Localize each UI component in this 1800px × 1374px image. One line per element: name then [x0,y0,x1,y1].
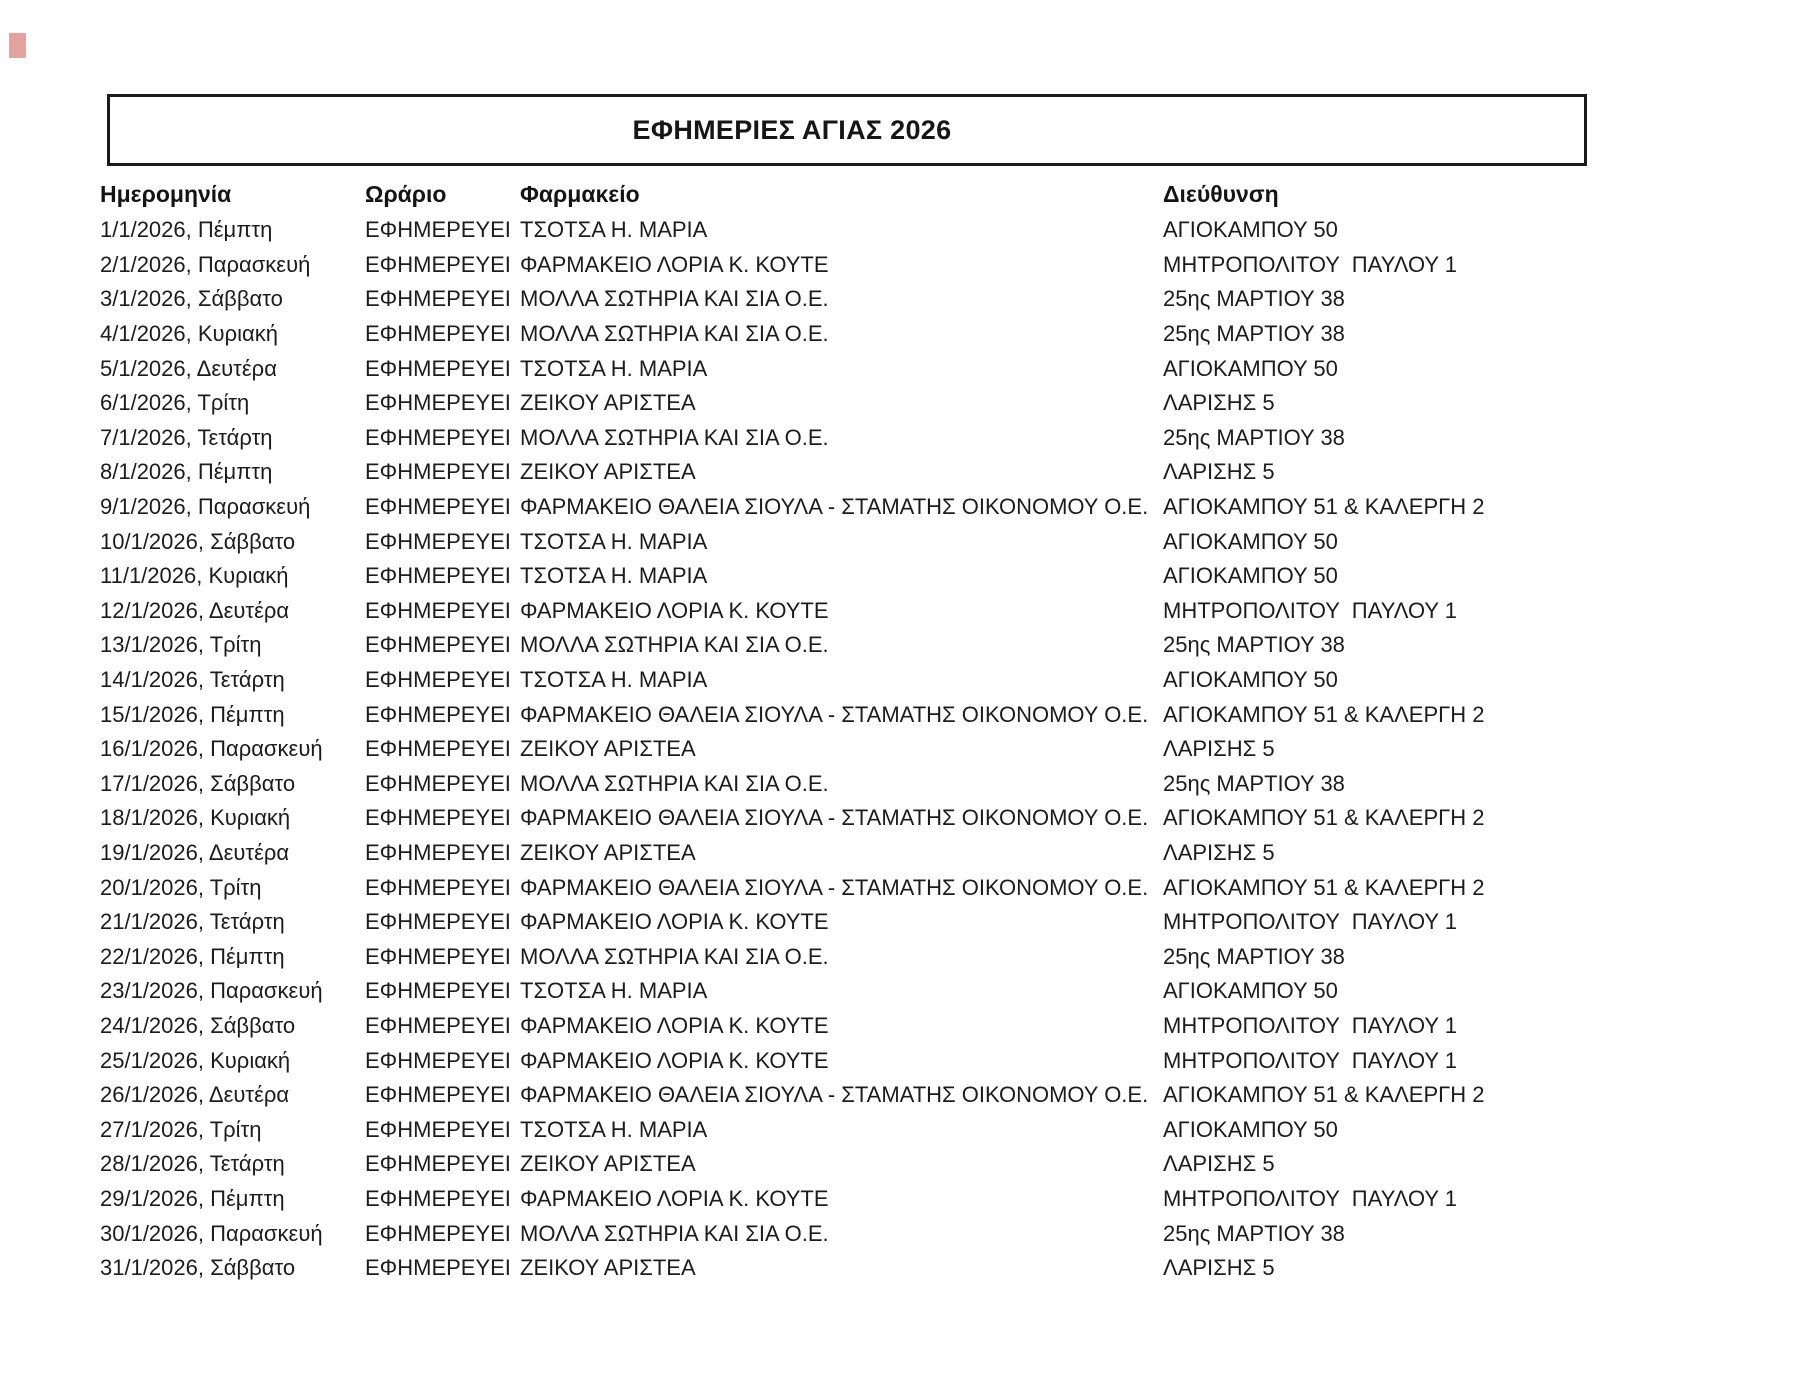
cell-pharmacy: ΤΣΟΤΣΑ Η. ΜΑΡΙΑ [520,217,708,243]
table-row [100,732,1700,767]
cell-hours: ΕΦΗΜΕΡΕΥΕΙ [365,839,511,865]
cell-pharmacy: ΤΣΟΤΣΑ Η. ΜΑΡΙΑ [520,1116,708,1142]
cell-date: 16/1/2026, Παρασκευή [100,736,323,762]
cell-hours: ΕΦΗΜΕΡΕΥΕΙ [365,736,511,762]
cell-date: 15/1/2026, Πέμπτη [100,701,285,727]
cell-date: 30/1/2026, Παρασκευή [100,1220,323,1246]
cell-hours: ΕΦΗΜΕΡΕΥΕΙ [365,1255,511,1281]
cell-date: 29/1/2026, Πέμπτη [100,1185,285,1211]
table-header-row [100,176,1700,213]
cell-hours: ΕΦΗΜΕΡΕΥΕΙ [365,355,511,381]
cell-date: 5/1/2026, Δευτέρα [100,355,277,381]
cell-pharmacy: ΦΑΡΜΑΚΕΙΟ ΛΟΡΙΑ Κ. ΚΟΥΤΕ [520,1012,829,1038]
cell-hours: ΕΦΗΜΕΡΕΥΕΙ [365,978,511,1004]
duty-schedule-table [100,176,1700,1285]
cell-pharmacy: ΜΟΛΛΑ ΣΩΤΗΡΙΑ ΚΑΙ ΣΙΑ Ο.Ε. [520,286,829,312]
cell-date: 9/1/2026, Παρασκευή [100,494,311,520]
cell-date: 23/1/2026, Παρασκευή [100,978,323,1004]
table-row [100,1078,1700,1113]
cell-date: 8/1/2026, Πέμπτη [100,459,273,485]
cell-pharmacy: ΖΕΙΚΟΥ ΑΡΙΣΤΕΑ [520,1151,696,1177]
table-row [100,282,1700,317]
table-row [100,421,1700,456]
cell-address: 25ης ΜΑΡΤΙΟΥ 38 [1163,632,1345,658]
cell-hours: ΕΦΗΜΕΡΕΥΕΙ [365,1220,511,1246]
cell-hours: ΕΦΗΜΕΡΕΥΕΙ [365,874,511,900]
cell-address: ΜΗΤΡΟΠΟΛΙΤΟΥ ΠΑΥΛΟΥ 1 [1163,597,1458,623]
table-row [100,870,1700,905]
cell-pharmacy: ΦΑΡΜΑΚΕΙΟ ΛΟΡΙΑ Κ. ΚΟΥΤΕ [520,251,829,277]
cell-date: 27/1/2026, Τρίτη [100,1116,262,1142]
cell-address: ΑΓΙΟΚΑΜΠΟΥ 50 [1163,563,1338,589]
cell-pharmacy: ΖΕΙΚΟΥ ΑΡΙΣΤΕΑ [520,839,696,865]
cell-pharmacy: ΖΕΙΚΟΥ ΑΡΙΣΤΕΑ [520,390,696,416]
cell-date: 10/1/2026, Σάββατο [100,528,296,554]
table-row [100,836,1700,871]
table-row [100,490,1700,525]
cell-hours: ΕΦΗΜΕΡΕΥΕΙ [365,909,511,935]
cell-address: ΛΑΡΙΣΗΣ 5 [1163,839,1275,865]
table-row [100,386,1700,421]
cell-hours: ΕΦΗΜΕΡΕΥΕΙ [365,563,511,589]
cell-hours: ΕΦΗΜΕΡΕΥΕΙ [365,217,511,243]
cell-address: ΑΓΙΟΚΑΜΠΟΥ 51 & ΚΑΛΕΡΓΗ 2 [1163,494,1485,520]
cell-pharmacy: ΦΑΡΜΑΚΕΙΟ ΛΟΡΙΑ Κ. ΚΟΥΤΕ [520,597,829,623]
header-pharmacy: Φαρμακείο [520,181,640,207]
cell-pharmacy: ΤΣΟΤΣΑ Η. ΜΑΡΙΑ [520,667,708,693]
table-row [100,1147,1700,1182]
cell-hours: ΕΦΗΜΕΡΕΥΕΙ [365,286,511,312]
cell-address: ΛΑΡΙΣΗΣ 5 [1163,390,1275,416]
table-row [100,801,1700,836]
cell-address: 25ης ΜΑΡΤΙΟΥ 38 [1163,286,1345,312]
cell-date: 12/1/2026, Δευτέρα [100,597,290,623]
cell-pharmacy: ΦΑΡΜΑΚΕΙΟ ΛΟΡΙΑ Κ. ΚΟΥΤΕ [520,1047,829,1073]
cell-hours: ΕΦΗΜΕΡΕΥΕΙ [365,701,511,727]
cell-pharmacy: ΖΕΙΚΟΥ ΑΡΙΣΤΕΑ [520,1255,696,1281]
cell-hours: ΕΦΗΜΕΡΕΥΕΙ [365,424,511,450]
table-row [100,248,1700,283]
cell-address: ΑΓΙΟΚΑΜΠΟΥ 50 [1163,528,1338,554]
cell-hours: ΕΦΗΜΕΡΕΥΕΙ [365,528,511,554]
cell-date: 7/1/2026, Τετάρτη [100,424,273,450]
cell-address: ΛΑΡΙΣΗΣ 5 [1163,1255,1275,1281]
cell-date: 13/1/2026, Τρίτη [100,632,262,658]
cell-address: ΜΗΤΡΟΠΟΛΙΤΟΥ ΠΑΥΛΟΥ 1 [1163,251,1458,277]
cell-hours: ΕΦΗΜΕΡΕΥΕΙ [365,251,511,277]
cell-address: ΛΑΡΙΣΗΣ 5 [1163,736,1275,762]
cell-hours: ΕΦΗΜΕΡΕΥΕΙ [365,1151,511,1177]
cell-hours: ΕΦΗΜΕΡΕΥΕΙ [365,1012,511,1038]
cell-hours: ΕΦΗΜΕΡΕΥΕΙ [365,667,511,693]
table-row [100,1182,1700,1217]
header-hours: Ωράριο [365,181,447,207]
table-body [100,213,1700,1285]
cell-date: 6/1/2026, Τρίτη [100,390,250,416]
cell-hours: ΕΦΗΜΕΡΕΥΕΙ [365,770,511,796]
table-row [100,1112,1700,1147]
cell-pharmacy: ΜΟΛΛΑ ΣΩΤΗΡΙΑ ΚΑΙ ΣΙΑ Ο.Ε. [520,770,829,796]
table-row [100,1216,1700,1251]
cell-date: 24/1/2026, Σάββατο [100,1012,296,1038]
cell-date: 17/1/2026, Σάββατο [100,770,296,796]
cell-date: 19/1/2026, Δευτέρα [100,839,290,865]
table-row [100,939,1700,974]
table-row [100,351,1700,386]
cell-pharmacy: ΤΣΟΤΣΑ Η. ΜΑΡΙΑ [520,978,708,1004]
cell-address: ΑΓΙΟΚΑΜΠΟΥ 51 & ΚΑΛΕΡΓΗ 2 [1163,874,1485,900]
cell-address: ΜΗΤΡΟΠΟΛΙΤΟΥ ΠΑΥΛΟΥ 1 [1163,1047,1458,1073]
cell-pharmacy: ΤΣΟΤΣΑ Η. ΜΑΡΙΑ [520,563,708,589]
cell-address: ΑΓΙΟΚΑΜΠΟΥ 51 & ΚΑΛΕΡΓΗ 2 [1163,805,1485,831]
cell-address: ΑΓΙΟΚΑΜΠΟΥ 50 [1163,978,1338,1004]
cell-pharmacy: ΖΕΙΚΟΥ ΑΡΙΣΤΕΑ [520,736,696,762]
title-box [107,94,1587,166]
cell-date: 1/1/2026, Πέμπτη [100,217,273,243]
cell-hours: ΕΦΗΜΕΡΕΥΕΙ [365,321,511,347]
cell-hours: ΕΦΗΜΕΡΕΥΕΙ [365,1185,511,1211]
cell-pharmacy: ΜΟΛΛΑ ΣΩΤΗΡΙΑ ΚΑΙ ΣΙΑ Ο.Ε. [520,321,829,347]
cell-pharmacy: ΦΑΡΜΑΚΕΙΟ ΘΑΛΕΙΑ ΣΙΟΥΛΑ - ΣΤΑΜΑΤΗΣ ΟΙΚΟΝΟΜΟΥ Ο.Ε. [520,805,1149,831]
cell-pharmacy: ΦΑΡΜΑΚΕΙΟ ΘΑΛΕΙΑ ΣΙΟΥΛΑ - ΣΤΑΜΑΤΗΣ ΟΙΚΟΝΟΜΟΥ Ο.Ε. [520,701,1149,727]
table-row [100,1009,1700,1044]
cell-hours: ΕΦΗΜΕΡΕΥΕΙ [365,494,511,520]
table-row [100,559,1700,594]
cell-pharmacy: ΜΟΛΛΑ ΣΩΤΗΡΙΑ ΚΑΙ ΣΙΑ Ο.Ε. [520,1220,829,1246]
cell-hours: ΕΦΗΜΕΡΕΥΕΙ [365,459,511,485]
cell-hours: ΕΦΗΜΕΡΕΥΕΙ [365,805,511,831]
cell-hours: ΕΦΗΜΕΡΕΥΕΙ [365,1047,511,1073]
cell-address: 25ης ΜΑΡΤΙΟΥ 38 [1163,1220,1345,1246]
cell-address: 25ης ΜΑΡΤΙΟΥ 38 [1163,943,1345,969]
cell-address: ΛΑΡΙΣΗΣ 5 [1163,459,1275,485]
cell-date: 11/1/2026, Κυριακή [100,563,289,589]
cell-date: 2/1/2026, Παρασκευή [100,251,311,277]
table-row [100,524,1700,559]
cell-date: 3/1/2026, Σάββατο [100,286,283,312]
table-row [100,317,1700,352]
cell-address: ΑΓΙΟΚΑΜΠΟΥ 50 [1163,217,1338,243]
table-row [100,455,1700,490]
cell-hours: ΕΦΗΜΕΡΕΥΕΙ [365,632,511,658]
cell-address: ΜΗΤΡΟΠΟΛΙΤΟΥ ΠΑΥΛΟΥ 1 [1163,909,1458,935]
table-row [100,767,1700,802]
cell-date: 18/1/2026, Κυριακή [100,805,291,831]
scan-artifact-red-mark [9,33,26,58]
cell-date: 14/1/2026, Τετάρτη [100,667,285,693]
cell-date: 4/1/2026, Κυριακή [100,321,278,347]
cell-pharmacy: ΦΑΡΜΑΚΕΙΟ ΘΑΛΕΙΑ ΣΙΟΥΛΑ - ΣΤΑΜΑΤΗΣ ΟΙΚΟΝΟΜΟΥ Ο.Ε. [520,494,1149,520]
cell-date: 26/1/2026, Δευτέρα [100,1082,290,1108]
cell-pharmacy: ΦΑΡΜΑΚΕΙΟ ΛΟΡΙΑ Κ. ΚΟΥΤΕ [520,909,829,935]
table-row [100,1251,1700,1286]
cell-address: ΑΓΙΟΚΑΜΠΟΥ 51 & ΚΑΛΕΡΓΗ 2 [1163,1082,1485,1108]
cell-date: 21/1/2026, Τετάρτη [100,909,285,935]
cell-address: ΜΗΤΡΟΠΟΛΙΤΟΥ ΠΑΥΛΟΥ 1 [1163,1012,1458,1038]
table-row [100,594,1700,629]
cell-address: ΑΓΙΟΚΑΜΠΟΥ 50 [1163,1116,1338,1142]
cell-address: ΑΓΙΟΚΑΜΠΟΥ 50 [1163,355,1338,381]
cell-address: 25ης ΜΑΡΤΙΟΥ 38 [1163,424,1345,450]
header-address: Διεύθυνση [1163,181,1279,207]
header-date: Ημερομηνία [100,181,232,207]
cell-hours: ΕΦΗΜΕΡΕΥΕΙ [365,597,511,623]
cell-pharmacy: ΜΟΛΛΑ ΣΩΤΗΡΙΑ ΚΑΙ ΣΙΑ Ο.Ε. [520,943,829,969]
cell-date: 28/1/2026, Τετάρτη [100,1151,285,1177]
cell-pharmacy: ΜΟΛΛΑ ΣΩΤΗΡΙΑ ΚΑΙ ΣΙΑ Ο.Ε. [520,424,829,450]
cell-pharmacy: ΦΑΡΜΑΚΕΙΟ ΛΟΡΙΑ Κ. ΚΟΥΤΕ [520,1185,829,1211]
cell-address: 25ης ΜΑΡΤΙΟΥ 38 [1163,321,1345,347]
table-row [100,628,1700,663]
cell-date: 25/1/2026, Κυριακή [100,1047,291,1073]
cell-pharmacy: ΤΣΟΤΣΑ Η. ΜΑΡΙΑ [520,528,708,554]
cell-hours: ΕΦΗΜΕΡΕΥΕΙ [365,1116,511,1142]
table-row [100,697,1700,732]
cell-address: ΛΑΡΙΣΗΣ 5 [1163,1151,1275,1177]
table-row [100,974,1700,1009]
table-row [100,1043,1700,1078]
cell-date: 20/1/2026, Τρίτη [100,874,262,900]
cell-address: 25ης ΜΑΡΤΙΟΥ 38 [1163,770,1345,796]
cell-address: ΜΗΤΡΟΠΟΛΙΤΟΥ ΠΑΥΛΟΥ 1 [1163,1185,1458,1211]
cell-date: 22/1/2026, Πέμπτη [100,943,285,969]
cell-pharmacy: ΦΑΡΜΑΚΕΙΟ ΘΑΛΕΙΑ ΣΙΟΥΛΑ - ΣΤΑΜΑΤΗΣ ΟΙΚΟΝΟΜΟΥ Ο.Ε. [520,1082,1149,1108]
cell-hours: ΕΦΗΜΕΡΕΥΕΙ [365,943,511,969]
table-row [100,213,1700,248]
cell-hours: ΕΦΗΜΕΡΕΥΕΙ [365,390,511,416]
cell-pharmacy: ΤΣΟΤΣΑ Η. ΜΑΡΙΑ [520,355,708,381]
cell-pharmacy: ΜΟΛΛΑ ΣΩΤΗΡΙΑ ΚΑΙ ΣΙΑ Ο.Ε. [520,632,829,658]
table-row [100,905,1700,940]
cell-date: 31/1/2026, Σάββατο [100,1255,296,1281]
cell-pharmacy: ΖΕΙΚΟΥ ΑΡΙΣΤΕΑ [520,459,696,485]
page-title: ΕΦΗΜΕΡΙΕΣ ΑΓΙΑΣ 2026 [632,114,952,145]
table-row [100,663,1700,698]
cell-address: ΑΓΙΟΚΑΜΠΟΥ 51 & ΚΑΛΕΡΓΗ 2 [1163,701,1485,727]
cell-hours: ΕΦΗΜΕΡΕΥΕΙ [365,1082,511,1108]
cell-pharmacy: ΦΑΡΜΑΚΕΙΟ ΘΑΛΕΙΑ ΣΙΟΥΛΑ - ΣΤΑΜΑΤΗΣ ΟΙΚΟΝΟΜΟΥ Ο.Ε. [520,874,1149,900]
cell-address: ΑΓΙΟΚΑΜΠΟΥ 50 [1163,667,1338,693]
